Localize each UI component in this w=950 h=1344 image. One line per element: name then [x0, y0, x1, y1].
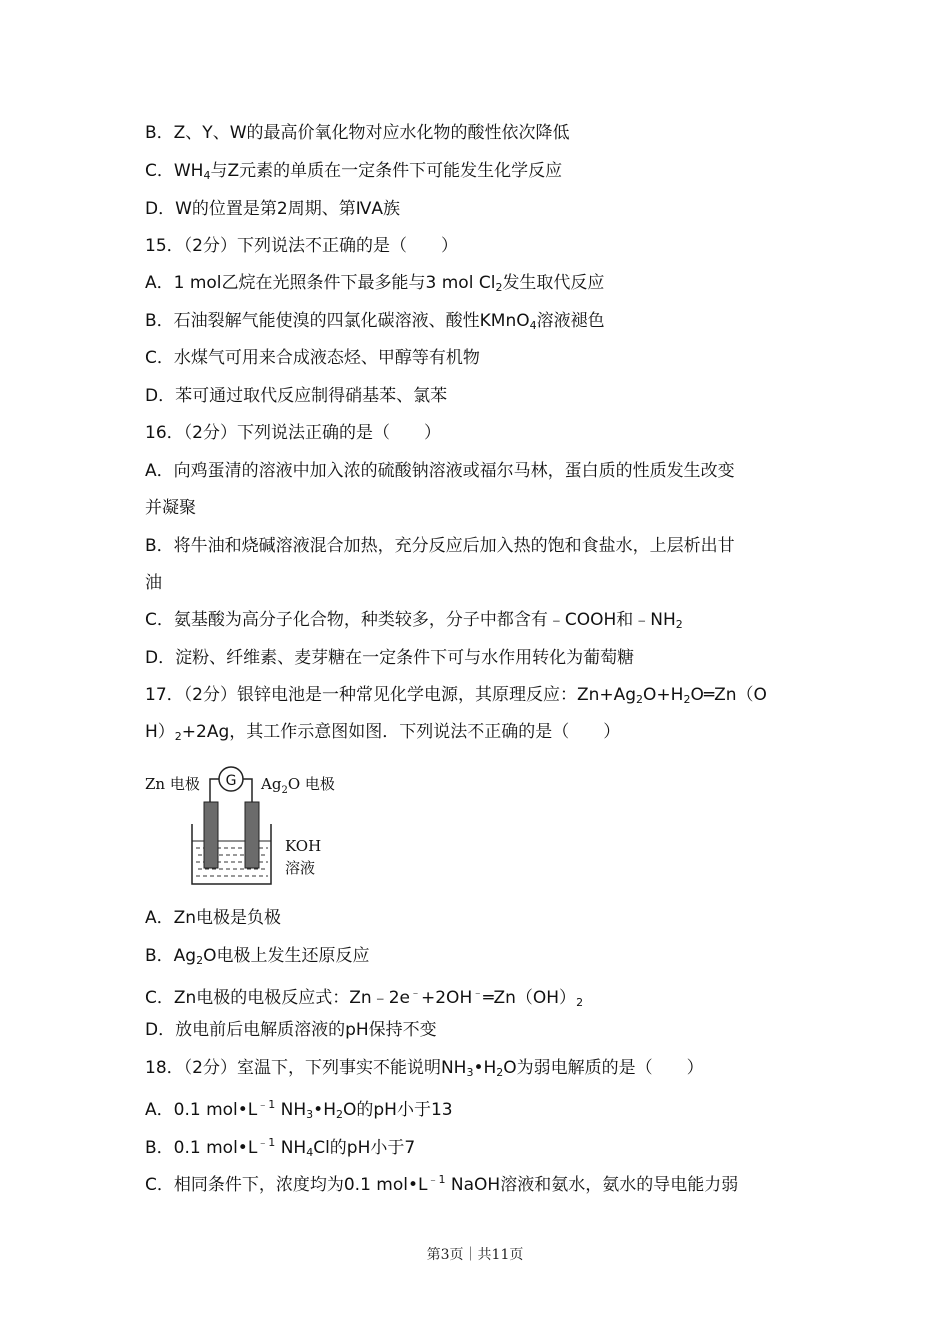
text: B．Ag — [145, 946, 197, 966]
text: C．水煤气可用来合成液态烃、甲醇等有机物 — [145, 348, 480, 368]
text: 与Z元素的单质在一定条件下可能发生化学反应 — [210, 161, 563, 181]
subscript: 4 — [529, 319, 537, 332]
question-17-stem — [145, 683, 767, 707]
q16-option-b-continued — [145, 571, 162, 595]
text: 15．（2分）下列说法不正确的是（ ） — [145, 236, 458, 256]
text: •H — [473, 1058, 497, 1078]
text: O═Zn（O — [690, 685, 767, 705]
q15-option-d — [145, 384, 447, 408]
ag2o-subscript: 2 — [281, 785, 288, 796]
text: •H — [313, 1100, 336, 1120]
zn-electrode-label: Zn 电极 — [145, 775, 200, 793]
q15-option-a — [145, 271, 604, 295]
ag2o-electrode-label — [260, 775, 335, 796]
question-16-stem — [145, 421, 441, 445]
text: A．向鸡蛋清的溶液中加入浓的硫酸钠溶液或福尔马林，蛋白质的性质发生改变 — [145, 461, 735, 481]
text: C．相同条件下，浓度均为0.1 mol•L — [145, 1175, 428, 1195]
q18-option-a — [145, 1093, 453, 1121]
superscript: ﹣1 — [257, 1098, 276, 1111]
text: NaOH溶液和氨水，氨水的导电能力弱 — [445, 1175, 739, 1195]
text: 溶液褪色 — [536, 311, 605, 331]
superscript: ﹣1 — [427, 1173, 446, 1186]
text: 17．（2分）银锌电池是一种常见化学电源，其原理反应：Zn+Ag — [145, 685, 637, 705]
subscript: 2 — [636, 693, 644, 706]
text: 16．（2分）下列说法正确的是（ ） — [145, 423, 441, 443]
text: ═Zn（OH） — [483, 988, 577, 1008]
text: NH — [275, 1138, 307, 1158]
text: 油 — [145, 573, 162, 593]
text: B．石油裂解气能使溴的四氯化碳溶液、酸性KMnO — [145, 311, 530, 331]
text: C．Zn电极的电极反应式：Zn﹣2e — [145, 988, 410, 1008]
subscript: 3 — [306, 1108, 314, 1121]
q17-option-b — [145, 944, 369, 968]
subscript: 2 — [495, 281, 503, 294]
text: 发生取代反应 — [502, 273, 605, 293]
text: O+H — [643, 685, 684, 705]
text: H） — [145, 722, 175, 742]
text: 并凝聚 — [145, 498, 196, 518]
text: D．苯可通过取代反应制得硝基苯、氯苯 — [145, 386, 448, 406]
subscript: 2 — [174, 730, 182, 743]
subscript: 3 — [466, 1066, 474, 1079]
zn-electrode — [204, 802, 218, 868]
text: C．氨基酸为高分子化合物，种类较多，分子中都含有﹣COOH和﹣NH — [145, 610, 676, 630]
q16-option-a — [145, 459, 735, 483]
subscript: 2 — [335, 1108, 343, 1121]
text: B．Z、Y、W的最高价氧化物对应水化物的酸性依次降低 — [145, 123, 570, 143]
q15-option-c — [145, 346, 480, 370]
text: +2OH — [421, 988, 473, 1008]
ag2o-text: Ag — [261, 775, 282, 793]
subscript: 4 — [203, 169, 211, 182]
ag2o-electrode — [245, 802, 259, 868]
text: O的pH小于13 — [342, 1100, 453, 1120]
koh-label: KOH — [285, 837, 322, 855]
superscript: ﹣ — [472, 986, 484, 999]
text: B．0.1 mol•L — [145, 1138, 258, 1158]
q16-option-a-continued — [145, 496, 196, 520]
q16-option-c — [145, 608, 683, 632]
solution-label: 溶液 — [285, 859, 316, 877]
text: D．放电前后电解质溶液的pH保持不变 — [145, 1020, 437, 1040]
q17-option-c — [145, 981, 584, 1009]
text: A．0.1 mol•L — [145, 1100, 258, 1120]
text: +2Ag，其工作示意图如图．下列说法不正确的是（ ） — [181, 722, 621, 742]
subscript: 2 — [576, 996, 584, 1009]
text: A．1 mol乙烷在光照条件下最多能与3 mol Cl — [145, 273, 496, 293]
question-17-stem-continued — [145, 720, 620, 744]
question-18-stem — [145, 1056, 704, 1080]
ag2o-text-rest: O 电极 — [287, 775, 335, 793]
text: A．Zn电极是负极 — [145, 908, 282, 928]
text: NH — [275, 1100, 307, 1120]
text: Cl的pH小于7 — [313, 1138, 416, 1158]
subscript: 2 — [675, 618, 683, 631]
q18-option-b — [145, 1131, 416, 1159]
page-footer: 第3页｜共11页 — [426, 1247, 524, 1263]
subscript: 2 — [496, 1066, 504, 1079]
option-d-line — [145, 197, 400, 221]
option-b-line — [145, 121, 570, 145]
subscript: 2 — [683, 693, 691, 706]
text: B．将牛油和烧碱溶液混合加热，充分反应后加入热的饱和食盐水，上层析出甘 — [145, 536, 735, 556]
q15-option-b — [145, 309, 605, 333]
q17-option-a — [145, 906, 281, 930]
q16-option-b — [145, 534, 735, 558]
galvanometer-label: G — [225, 773, 237, 789]
battery-diagram — [145, 762, 345, 887]
superscript: ﹣ — [410, 986, 421, 999]
text: O为弱电解质的是（ ） — [503, 1058, 704, 1078]
q18-option-c — [145, 1168, 739, 1195]
option-c-line — [145, 159, 562, 183]
text: O电极上发生还原反应 — [203, 946, 370, 966]
text: D．淀粉、纤维素、麦芽糖在一定条件下可与水作用转化为葡萄糖 — [145, 648, 635, 668]
superscript: ﹣1 — [257, 1136, 276, 1149]
text: D．W的位置是第2周期、第ⅣA族 — [145, 199, 401, 219]
question-15-stem — [145, 234, 458, 258]
q16-option-d — [145, 646, 634, 670]
q17-option-d — [145, 1018, 437, 1042]
subscript: 4 — [306, 1146, 314, 1159]
text: C．WH — [145, 161, 204, 181]
subscript: 2 — [196, 954, 204, 967]
text: 18．（2分）室温下，下列事实不能说明NH — [145, 1058, 467, 1078]
